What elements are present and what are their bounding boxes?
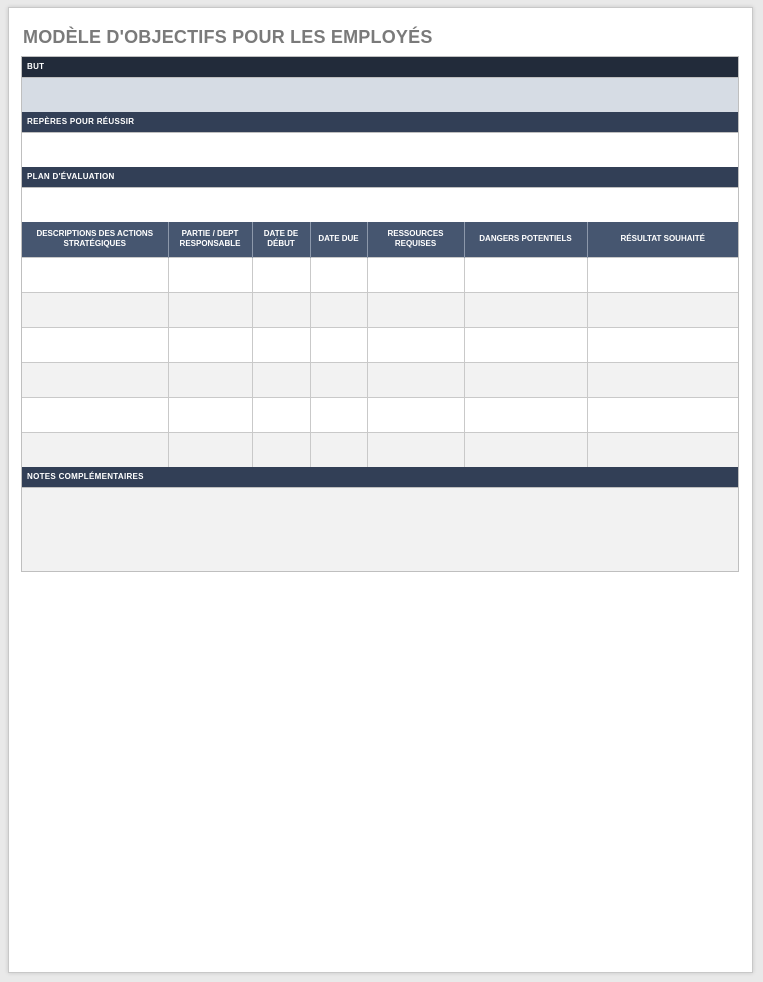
table-cell[interactable] [252, 257, 310, 292]
table-cell[interactable] [587, 292, 738, 327]
goal-section-header: BUT [22, 57, 738, 77]
table-cell[interactable] [587, 327, 738, 362]
table-cell[interactable] [367, 432, 464, 467]
action-table [22, 222, 738, 467]
table-cell[interactable] [367, 292, 464, 327]
table-row [22, 397, 738, 432]
table-cell[interactable] [168, 432, 252, 467]
table-cell[interactable] [587, 432, 738, 467]
table-cell[interactable] [464, 397, 587, 432]
table-cell[interactable] [464, 327, 587, 362]
table-cell[interactable] [22, 362, 168, 397]
notes-field[interactable] [22, 487, 738, 571]
column-header-action-descriptions: DESCRIPTIONS DES ACTIONS STRATÉGIQUES [22, 222, 168, 257]
table-cell[interactable] [22, 257, 168, 292]
table-cell[interactable] [22, 292, 168, 327]
table-cell[interactable] [464, 257, 587, 292]
table-cell[interactable] [464, 292, 587, 327]
table-cell[interactable] [252, 292, 310, 327]
table-row [22, 362, 738, 397]
table-cell[interactable] [310, 432, 367, 467]
action-table-header-row [22, 222, 738, 257]
table-cell[interactable] [367, 327, 464, 362]
table-cell[interactable] [252, 362, 310, 397]
evaluation-field[interactable] [22, 187, 738, 222]
evaluation-section-header: PLAN D'ÉVALUATION [22, 167, 738, 187]
table-cell[interactable] [367, 362, 464, 397]
column-header-responsible-party: PARTIE / DEPT RESPONSABLE [168, 222, 252, 257]
table-row [22, 432, 738, 467]
table-cell[interactable] [310, 292, 367, 327]
table-cell[interactable] [464, 362, 587, 397]
table-cell[interactable] [367, 397, 464, 432]
table-cell[interactable] [587, 257, 738, 292]
goals-form [21, 56, 739, 572]
table-cell[interactable] [367, 257, 464, 292]
table-cell[interactable] [587, 397, 738, 432]
table-cell[interactable] [168, 397, 252, 432]
table-cell[interactable] [252, 327, 310, 362]
table-row [22, 292, 738, 327]
table-cell[interactable] [168, 362, 252, 397]
notes-section-header: NOTES COMPLÉMENTAIRES [22, 467, 738, 487]
table-cell[interactable] [310, 327, 367, 362]
table-cell[interactable] [168, 292, 252, 327]
table-cell[interactable] [464, 432, 587, 467]
goal-field[interactable] [22, 77, 738, 112]
table-cell[interactable] [310, 397, 367, 432]
table-row [22, 257, 738, 292]
column-header-due-date: DATE DUE [310, 222, 367, 257]
table-cell[interactable] [22, 327, 168, 362]
column-header-desired-result: RÉSULTAT SOUHAITÉ [587, 222, 738, 257]
table-cell[interactable] [168, 327, 252, 362]
milestones-section-header: REPÈRES POUR RÉUSSIR [22, 112, 738, 132]
table-cell[interactable] [310, 362, 367, 397]
table-cell[interactable] [168, 257, 252, 292]
table-cell[interactable] [22, 432, 168, 467]
table-cell[interactable] [310, 257, 367, 292]
table-cell[interactable] [587, 362, 738, 397]
table-row [22, 327, 738, 362]
column-header-start-date: DATE DE DÉBUT [252, 222, 310, 257]
column-header-required-resources: RESSOURCES REQUISES [367, 222, 464, 257]
table-cell[interactable] [252, 432, 310, 467]
page-title: MODÈLE D'OBJECTIFS POUR LES EMPLOYÉS [23, 27, 433, 47]
table-cell[interactable] [22, 397, 168, 432]
column-header-potential-dangers: DANGERS POTENTIELS [464, 222, 587, 257]
document-page [8, 7, 753, 973]
milestones-field[interactable] [22, 132, 738, 167]
table-cell[interactable] [252, 397, 310, 432]
